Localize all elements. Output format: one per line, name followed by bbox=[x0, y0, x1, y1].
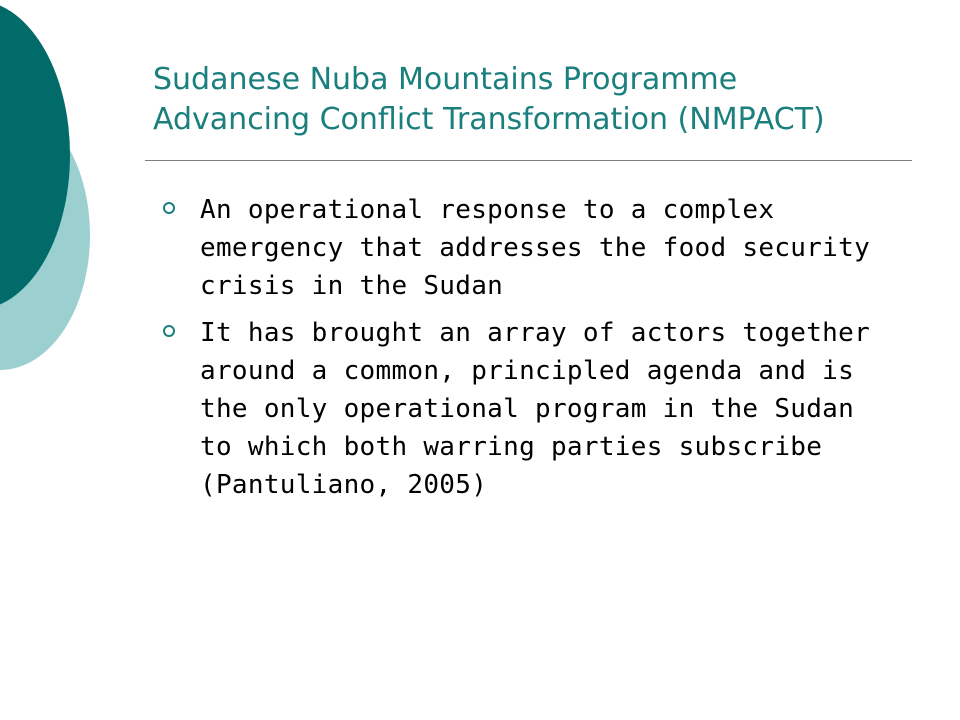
bullet-item bbox=[160, 314, 920, 504]
slide-title bbox=[153, 60, 943, 140]
bullet-line: emergency that addresses the food security bbox=[200, 233, 871, 263]
bullet-line: around a common, principled agenda and is bbox=[200, 356, 855, 386]
bullet-item bbox=[160, 191, 920, 305]
bullet-line: the only operational program in the Sudan bbox=[200, 394, 855, 424]
title-divider bbox=[145, 160, 912, 161]
slide-title-line: Advancing Conflict Transformation (NMPACT) bbox=[153, 102, 825, 137]
bullet-line: It has brought an array of actors together bbox=[200, 318, 871, 348]
bullet-text bbox=[200, 191, 920, 305]
bullet-line: to which both warring parties subscribe bbox=[200, 432, 823, 462]
slide-title-line: Sudanese Nuba Mountains Programme bbox=[153, 62, 738, 97]
bullet-line: crisis in the Sudan bbox=[200, 271, 504, 301]
bullet-line: (Pantuliano, 2005) bbox=[200, 470, 488, 500]
hollow-circle-bullet-icon bbox=[163, 202, 175, 214]
hollow-circle-bullet-icon bbox=[163, 325, 175, 337]
bullet-line: An operational response to a complex bbox=[200, 195, 775, 225]
bullet-list bbox=[160, 191, 920, 513]
bullet-text bbox=[200, 314, 920, 504]
